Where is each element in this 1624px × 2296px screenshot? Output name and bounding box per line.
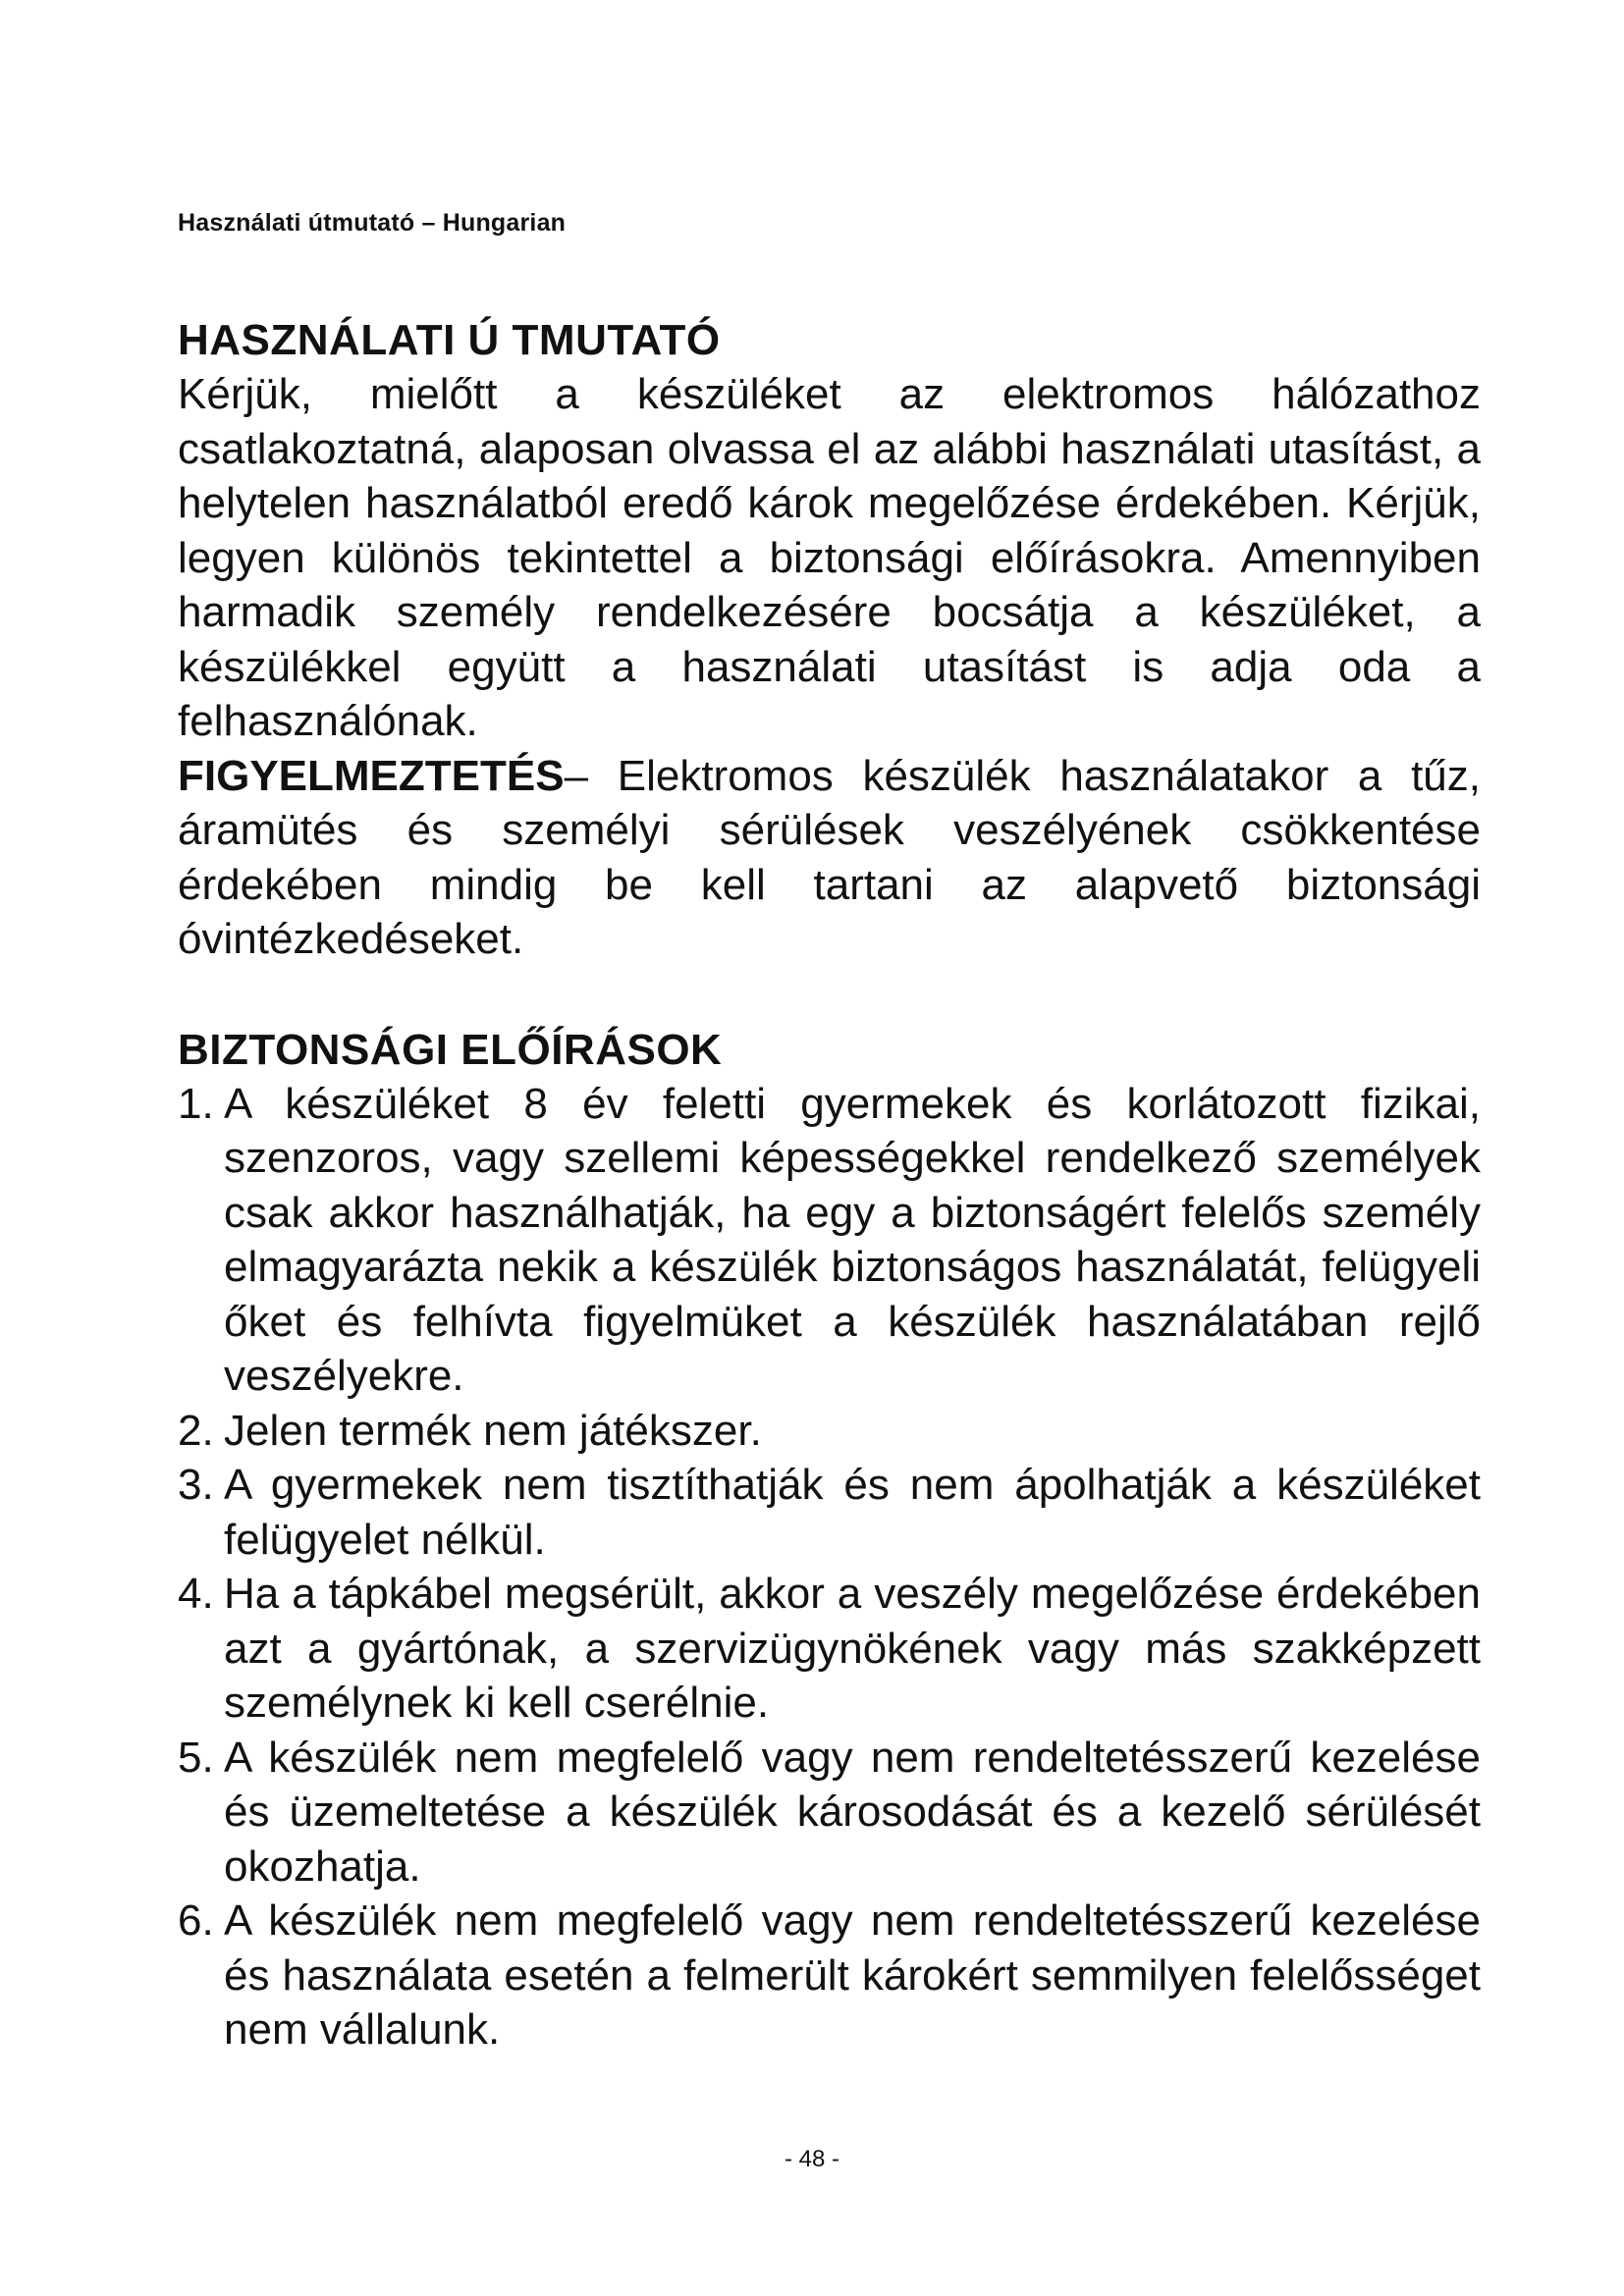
running-header: Használati útmutató – Hungarian xyxy=(178,209,567,237)
list-item-text: Jelen termék nem játékszer. xyxy=(224,1406,762,1455)
list-item-text: A készülék nem megfelelő vagy nem rendeltetésszerű kezelése és üzemeltetése a készülék károsodását és a kezelő sérülését okozhatja. xyxy=(224,1733,1481,1891)
list-item-number: 2. xyxy=(178,1406,214,1455)
intro-paragraph: Kérjük, mielőtt a készüléket az elektromos hálózathoz csatlakoztatná, alaposan olvassa el az alábbi használati utasítást, a helytelen használatból eredő károk megelőzése érdekében. Kérjük, legyen különös tekintettel a biztonsági előírásokra. Amennyiben harmadik személy rendelkezésére bocsátja a készüléket, a készülékkel együtt a használati utasítást is adja oda a felhasználónak. xyxy=(178,370,1481,745)
list-item-text: A készüléket 8 év feletti gyermekek és korlátozott fizikai, szenzoros, vagy szellemi képességekkel rendelkező személyek csak akkor használhatják, ha egy a biztonságért felelős személy elmagyarázta nekik a készülék biztonságos használatát, felügyeli őket és felhívta figyelmüket a készülék használatában rejlő veszélyekre. xyxy=(224,1079,1481,1400)
list-item-text: Ha a tápkábel megsérült, akkor a veszély megelőzése érdekében azt a gyártónak, a szervizügynökének vagy más szakképzett személynek ki kell cserélnie. xyxy=(224,1570,1481,1727)
safety-title: BIZTONSÁGI ELŐÍRÁSOK xyxy=(178,1025,723,1074)
list-item xyxy=(178,1894,1481,2057)
page-content xyxy=(178,314,1481,2057)
warning-paragraph xyxy=(178,749,1481,967)
list-item-number: 4. xyxy=(178,1570,214,1618)
list-item-text: A gyermekek nem tisztíthatják és nem ápolhatják a készüléket felügyelet nélkül. xyxy=(224,1461,1481,1564)
list-item xyxy=(178,1458,1481,1567)
list-item-number: 5. xyxy=(178,1733,214,1782)
section-spacer xyxy=(178,967,1481,1024)
list-item-number: 6. xyxy=(178,1896,214,1945)
page-number: - 48 - xyxy=(784,2146,839,2172)
list-item-text: A készülék nem megfelelő vagy nem rendeltetésszerű kezelése és használata esetén a felmerült károkért semmilyen felelősséget nem vállalunk. xyxy=(224,1896,1481,2054)
warning-text: – Elektromos készülék használatakor a tűz, áramütés és személyi sérülések veszélyének csökkentése érdekében mindig be kell tartani az alapvető biztonsági óvintézkedéseket. xyxy=(178,751,1481,963)
safety-list xyxy=(178,1077,1481,2057)
list-item xyxy=(178,1567,1481,1731)
intro-title: HASZNÁLATI Ú TMUTATÓ xyxy=(178,316,721,364)
list-item-number: 1. xyxy=(178,1079,214,1128)
list-item xyxy=(178,1077,1481,1404)
list-item xyxy=(178,1731,1481,1895)
list-item xyxy=(178,1404,1481,1459)
list-item-number: 3. xyxy=(178,1461,214,1509)
warning-label: FIGYELMEZTETÉS xyxy=(178,751,565,800)
